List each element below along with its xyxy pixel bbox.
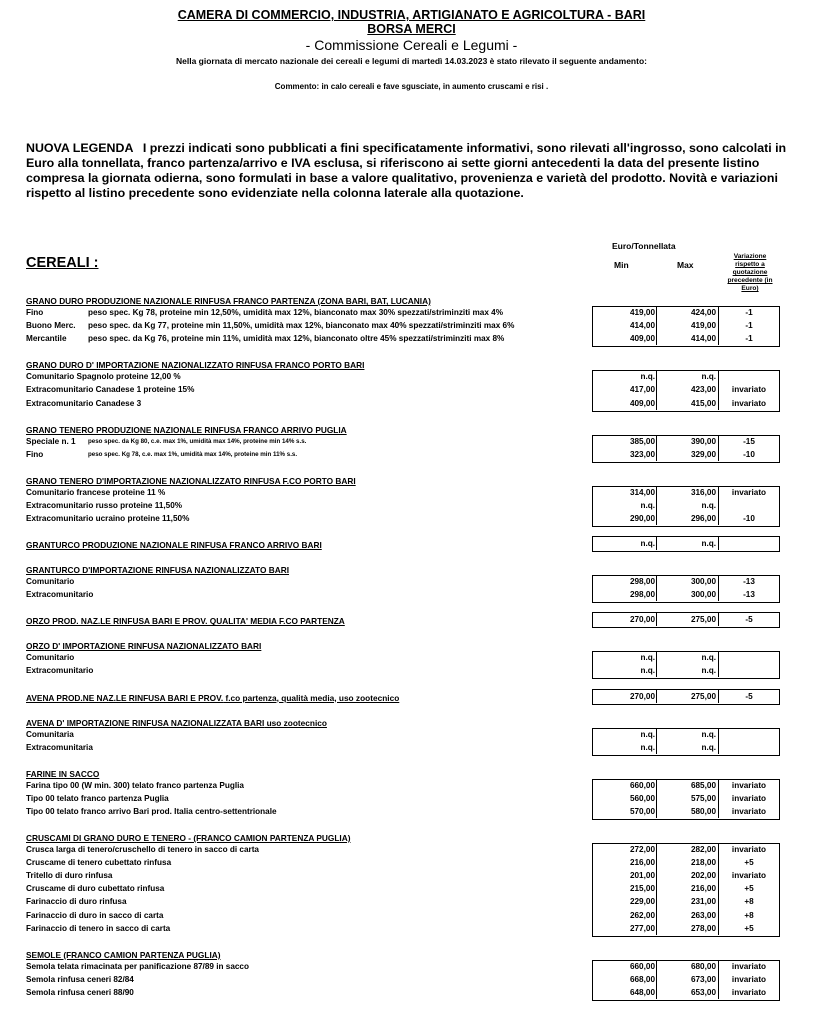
row-label: Cruscame di duro cubettato rinfusa [26,884,165,894]
row-label: Comunitario francese proteine 11 % [26,487,166,497]
min-price: 668,00 [629,974,655,984]
price-variation: +5 [744,858,754,868]
row-label: Extracomunitario Canadese 3 [26,398,142,408]
price-variation: invariato [731,780,767,790]
price-variation: invariato [731,487,767,497]
section-title-text: AVENA D' IMPORTAZIONE RINFUSA NAZIONALIZZATA BARI [26,717,265,728]
min-price: 409,00 [629,334,655,344]
min-price: n.q. [640,666,655,676]
max-price: n.q. [701,742,716,752]
section-title [26,296,726,306]
legend-title: NUOVA LEGENDA [26,141,134,155]
price-variation: +5 [744,884,754,894]
section-title-text: ORZO PROD. NAZ.LE RINFUSA BARI E PROV. QUALITA' MEDIA F.CO PARTENZA [26,616,345,627]
column-separator [656,843,657,935]
borsa-merci-title: BORSA MERCI [367,22,456,36]
column-separator [656,960,657,999]
price-box [592,435,780,463]
column-separator [718,651,719,677]
max-price: 415,00 [690,398,716,408]
section-title-text: GRANTURCO PRODUZIONE NAZIONALE RINFUSA FRANCO ARRIVO BARI [26,540,322,551]
max-price: 419,00 [690,321,716,331]
section-title [26,718,726,728]
min-price: 272,00 [629,845,655,854]
column-separator [718,486,719,525]
max-price: 673,00 [690,974,716,984]
column-separator [718,370,719,409]
price-variation: invariato [731,385,767,395]
price-variation: invariato [731,871,767,881]
price-box [592,612,780,628]
column-separator [656,435,657,461]
min-price: n.q. [640,742,655,752]
max-price: n.q. [701,729,716,739]
price-box [592,575,780,603]
price-box [592,843,780,937]
section-title [26,476,726,486]
min-column-heading: Min [614,260,629,270]
row-label: Speciale n. 1 [26,436,76,446]
max-price: n.q. [701,653,716,663]
max-price: n.q. [701,372,716,382]
max-price: 300,00 [690,577,716,587]
column-separator [656,536,657,550]
max-price: 390,00 [690,436,716,446]
section-title [26,360,726,370]
max-price: n.q. [701,500,716,510]
min-price: 570,00 [629,806,655,816]
variation-column-heading: Variazione rispetto a quotazione precedente (in Euro) [727,253,773,292]
row-label: Extracomunitaria [26,742,93,752]
max-price: 216,00 [690,884,716,894]
min-price: 660,00 [629,780,655,790]
column-separator [718,689,719,703]
max-price: 218,00 [690,858,716,868]
min-price: n.q. [640,539,655,549]
max-price: 300,00 [690,590,716,600]
max-price: 424,00 [690,308,716,317]
row-label: Buono Merc. [26,321,76,331]
row-label: Farinaccio di tenero in sacco di carta [26,923,171,933]
legend-text: I prezzi indicati sono pubblicati a fini specificatamente informativi, sono rilevati all'ingrosso, sono calcolati in Euro alla tonnellata, franco partenza/arrivo e IVA esclusa, si riferiscono ai sette giorni antecedenti la data del presente listino compresa la giornata odierna, sono formulati in base a valore qualitativo, provenienza e varietà del prodotto. Novità e variazioni rispetto al listino precedente sono evidenziate nella colonna laterale alla quotazione. [26,141,787,200]
row-label: Extracomunitario ucraino proteine 11,50% [26,514,190,523]
price-variation: invariato [731,961,767,971]
min-price: 270,00 [629,615,655,625]
row-label: Comunitario [26,577,75,587]
row-label: Comunitario [26,653,75,663]
price-variation: invariato [731,806,767,816]
row-label: Cruscame di tenero cubettato rinfusa [26,858,172,868]
row-label: Extracomunitario russo proteine 11,50% [26,500,183,510]
max-price: 316,00 [690,487,716,497]
market-comment: Commento: in calo cereali e fave sgusciate, in aumento cruscami e risi . [274,82,549,91]
max-price: 423,00 [690,385,716,395]
legend-paragraph [26,141,804,201]
max-price: 296,00 [690,514,716,523]
row-label: Extracomunitario [26,666,94,676]
min-price: 215,00 [629,884,655,894]
max-price: 680,00 [690,961,716,971]
price-variation: +5 [744,923,754,933]
column-separator [656,651,657,677]
row-label: Mercantile [26,334,67,344]
max-price: 263,00 [690,910,716,920]
row-label: Semola rinfusa ceneri 82/84 [26,974,134,984]
price-box [592,536,780,552]
max-price: 653,00 [690,987,716,997]
min-price: 417,00 [629,385,655,395]
min-price: 419,00 [629,308,655,317]
row-label: Fino [26,449,44,459]
min-price: 660,00 [629,961,655,971]
column-separator [656,689,657,703]
price-variation: -15 [743,436,755,446]
row-description: peso spec. da Kg 80, c.e. max 1%, umidità max 14%, proteine min 14% s.s. [88,437,307,445]
column-separator [718,612,719,626]
min-price: 414,00 [629,321,655,331]
market-date-line: Nella giornata di mercato nazionale dei cereali e legumi di martedì 14.03.2023 è stato rilevato il seguente andamento: [176,56,647,66]
row-label: Extracomunitario Canadese 1 proteine 15% [26,385,195,395]
column-separator [656,575,657,601]
row-label: Farinaccio di duro rinfusa [26,897,127,907]
section-title-text: FARINE IN SACCO [26,768,100,779]
section-title-text: GRANTURCO D'IMPORTAZIONE RINFUSA NAZIONALIZZATO BARI [26,565,290,576]
max-price: 329,00 [690,449,716,459]
min-price: n.q. [640,653,655,663]
unit-heading: Euro/Tonnellata [612,241,676,251]
column-separator [718,435,719,461]
max-price: 685,00 [690,780,716,790]
min-price: 201,00 [629,871,655,881]
price-box [592,306,780,347]
section-title [26,833,726,843]
section-title-text: CRUSCAMI DI GRANO DURO E TENERO - (FRANCO CAMION PARTENZA PUGLIA) [26,833,351,843]
column-separator [656,612,657,626]
section-title-text: GRANO TENERO PRODUZIONE NAZIONALE RINFUSA FRANCO ARRIVO PUGLIA [26,424,347,435]
max-price: 282,00 [690,845,716,854]
price-variation: -1 [745,308,753,317]
row-label: Fino [26,308,44,317]
max-price: 575,00 [690,793,716,803]
row-label: Comunitaria [26,729,74,739]
row-label: Tipo 00 telato franco arrivo Bari prod. Italia centro-settentrionale [26,806,277,816]
price-box [592,779,780,820]
section-title [26,565,726,575]
max-price: 278,00 [690,923,716,933]
row-description: peso spec. da Kg 76, proteine min 11%, umidità max 12%, bianconato oltre 45% spezzati/striminziti max 8% [88,334,505,344]
price-variation: invariato [731,845,767,854]
price-variation: -10 [743,514,755,523]
row-label: Crusca larga di tenero/cruschello di tenero in sacco di carta [26,845,259,854]
max-price: 414,00 [690,334,716,344]
row-label: Semola rinfusa ceneri 88/90 [26,987,134,997]
section-title-suffix: f.co partenza, qualità media, uso zootecnico [223,692,400,703]
min-price: 323,00 [629,449,655,459]
column-separator [718,843,719,935]
row-label: Extracomunitario [26,590,94,600]
column-separator [656,728,657,754]
max-price: 275,00 [690,615,716,625]
price-variation: invariato [731,793,767,803]
min-price: 262,00 [629,910,655,920]
price-variation: -13 [743,590,755,600]
price-variation: invariato [731,987,767,997]
price-variation: -5 [745,615,753,625]
column-separator [718,779,719,818]
min-price: 229,00 [629,897,655,907]
price-variation: -1 [745,321,753,331]
max-price: n.q. [701,666,716,676]
min-price: 298,00 [629,590,655,600]
min-price: 277,00 [629,923,655,933]
cereali-heading: CEREALI : [26,255,99,271]
row-label: Farinaccio di duro in sacco di carta [26,910,164,920]
price-variation: +8 [744,910,754,920]
price-box [592,689,780,705]
min-price: 648,00 [629,987,655,997]
row-label: Tipo 00 telato franco partenza Puglia [26,793,169,803]
column-separator [718,536,719,550]
min-price: n.q. [640,729,655,739]
row-label: Tritello di duro rinfusa [26,871,113,881]
column-separator [718,960,719,999]
price-box [592,370,780,411]
max-column-heading: Max [677,260,694,270]
price-box [592,651,780,679]
max-price: 580,00 [690,806,716,816]
min-price: n.q. [640,500,655,510]
row-label: Semola telata rimacinata per panificazione 87/89 in sacco [26,961,249,971]
price-box [592,486,780,527]
price-variation: invariato [731,974,767,984]
commission-title: - Commissione Cereali e Legumi - [305,37,518,53]
price-variation: -10 [743,449,755,459]
column-separator [718,306,719,345]
chamber-title: CAMERA DI COMMERCIO, INDUSTRIA, ARTIGIANATO E AGRICOLTURA - BARI [177,8,646,22]
section-title [26,641,726,651]
min-price: 290,00 [629,514,655,523]
min-price: n.q. [640,372,655,382]
price-variation: -5 [745,691,753,701]
price-variation: -13 [743,577,755,587]
section-title-text: GRANO TENERO D'IMPORTAZIONE NAZIONALIZZATO RINFUSA F.CO PORTO BARI [26,475,356,486]
price-variation: -1 [745,334,753,344]
section-title [26,950,726,960]
column-separator [656,486,657,525]
row-label: Farina tipo 00 (W min. 300) telato franco partenza Puglia [26,780,244,790]
section-title-text: ORZO D' IMPORTAZIONE RINFUSA NAZIONALIZZATO BARI [26,641,262,652]
max-price: 231,00 [690,897,716,907]
section-title [26,769,726,779]
min-price: 270,00 [629,691,655,701]
min-price: 314,00 [629,487,655,497]
min-price: 409,00 [629,398,655,408]
column-separator [656,370,657,409]
max-price: n.q. [701,539,716,549]
price-variation: +8 [744,897,754,907]
row-description: peso spec. da Kg 77, proteine min 11,50%, umidità max 12%, bianconato max 40% spezzati/striminziti max 6% [88,321,515,331]
row-description: peso spec. Kg 78, c.e. max 1%, umidità max 14%, proteine min 11% s.s. [88,450,298,458]
section-title-suffix: uso zootecnico [264,717,327,728]
price-variation: invariato [731,398,767,408]
section-title-text: SEMOLE (FRANCO CAMION PARTENZA PUGLIA) [26,949,221,960]
max-price: 275,00 [690,691,716,701]
row-description: peso spec. Kg 78, proteine min 12,50%, umidità max 12%, bianconato max 30% spezzati/striminziti max 4% [88,308,503,317]
price-box [592,960,780,1001]
column-separator [656,306,657,345]
min-price: 298,00 [629,577,655,587]
section-title-text: GRANO DURO D' IMPORTAZIONE NAZIONALIZZATO RINFUSA FRANCO PORTO BARI [26,360,365,371]
price-box [592,728,780,756]
column-separator [718,575,719,601]
max-price: 202,00 [690,871,716,881]
min-price: 385,00 [629,436,655,446]
min-price: 560,00 [629,793,655,803]
row-label: Comunitario Spagnolo proteine 12,00 % [26,372,181,382]
column-separator [718,728,719,754]
section-title-text: GRANO DURO PRODUZIONE NAZIONALE RINFUSA FRANCO PARTENZA (ZONA BARI, BAT, LUCANIA) [26,296,431,306]
column-separator [656,779,657,818]
min-price: 216,00 [629,858,655,868]
section-title-text: AVENA PROD.NE NAZ.LE RINFUSA BARI E PROV. [26,692,224,703]
section-title [26,425,726,435]
